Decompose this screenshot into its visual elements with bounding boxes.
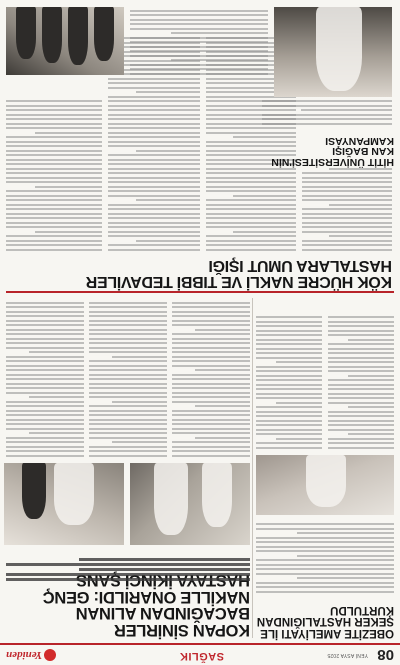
logo [6,647,56,663]
main-article-col-2 [89,300,167,458]
lower-article-text [262,98,392,125]
main-headline: KOPAN SİNİRLER BACAĞINDAN ALINAN NAKİLLE ONARILDI: GENÇ [43,588,250,639]
photo-surgeons [130,463,250,545]
main-article-col-3 [6,300,84,458]
lead-text [6,556,250,581]
side-headline: OBEZİTE AMELİYATI İLE ŞEKER HASTALIĞINDAN KURTULDU [256,604,394,639]
side-article-col-1 [328,314,394,449]
middle-article-col-4 [6,98,102,251]
masthead [0,643,400,665]
photo-group [6,7,124,75]
column-divider [252,298,253,638]
page-number: 08 [377,646,394,663]
middle-headline: KÖK HÜCRE NAKLİ VE TIBBİ TEDAVİLER HASTALARA UMUT IŞIĞI [86,257,392,290]
photo-doctor [256,455,394,515]
middle-article-col-1 [302,166,392,252]
yeniden-logo-icon [44,649,56,661]
side-article-text [256,521,394,593]
issue-info: YENİ ASYA 2025 [327,652,368,658]
logo-text: Yeniden [6,649,43,661]
section-tag: SAĞLIK [179,650,224,662]
section-rule [6,292,394,294]
lower-headline: HİTİT ÜNİVERSİTESİ'NİN KAN BAĞIŞI KAMPANYASI [271,135,394,168]
bottom-article-text [130,8,268,76]
side-article-col-2 [256,314,322,449]
photo-patient [4,463,124,545]
photo-nurse [274,7,392,97]
main-article-col-1 [172,300,250,458]
